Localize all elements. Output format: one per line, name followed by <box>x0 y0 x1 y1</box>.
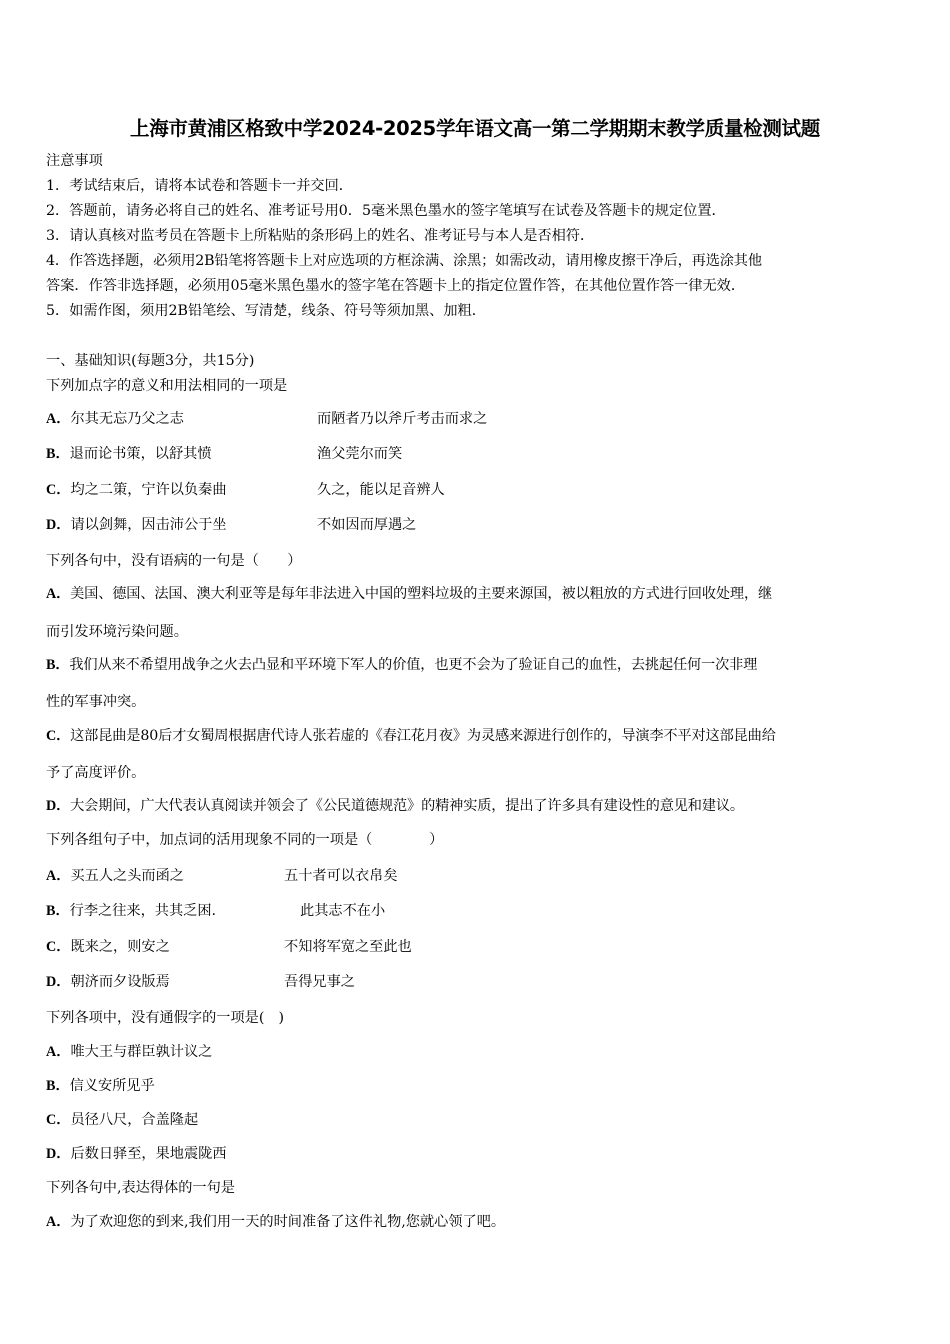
option-text: 唯大王与群臣孰计议之 <box>70 1044 213 1060</box>
option-text: 美国、德国、法国、澳大利亚等是每年非法进入中国的塑料垃圾的主要来源国，被以粗放的方式进行回收处理，继 <box>70 586 773 602</box>
notice-item: 答案．作答非选择题，必须用05毫米黑色墨水的签字笔在答题卡上的指定位置作答，在其他位置作答一律无效． <box>46 278 746 294</box>
notice-item: 2．答题前，请务必将自己的姓名、准考证号用0．5毫米黑色墨水的签字笔填写在试卷及答题卡的规定位置． <box>46 203 726 219</box>
option-row <box>46 727 776 745</box>
option-right: 而陋者乃以斧斤考击而求之 <box>317 411 488 427</box>
option-text: 后数日驿至，果地震陇西 <box>70 1146 227 1162</box>
question-stem: 下列各项中，没有通假字的一项是( ) <box>46 1010 285 1026</box>
option-row <box>46 481 227 499</box>
option-label: D． <box>46 974 71 990</box>
option-row <box>46 867 184 885</box>
notice-item: 1．考试结束后，请将本试卷和答题卡一并交回． <box>46 178 353 194</box>
option-right: 吾得兄事之 <box>284 974 355 990</box>
option-label: B． <box>46 903 70 919</box>
option-label: D． <box>46 1146 71 1162</box>
option-label: B． <box>46 446 70 462</box>
option-label: D． <box>46 517 71 533</box>
section-heading: 一、基础知识(每题3分，共15分) <box>46 353 255 369</box>
option-row <box>46 445 212 463</box>
option-row <box>46 1213 505 1231</box>
option-text: 大会期间，广大代表认真阅读并领会了《公民道德规范》的精神实质，提出了许多具有建设性的意见和建议。 <box>70 798 744 814</box>
option-left: 行李之往来，共其乏困. <box>69 903 217 919</box>
question-stem: 下列各句中,表达得体的一句是 <box>46 1180 235 1196</box>
option-right: 渔父莞尔而笑 <box>317 446 403 462</box>
option-label: A． <box>46 1044 71 1060</box>
option-left: 朝济而夕设版焉 <box>70 974 170 990</box>
page-title: 上海市黄浦区格致中学2024-2025学年语文高一第二学期期末教学质量检测试题 <box>130 117 820 140</box>
notice-item: 5．如需作图，须用2B铅笔绘、写清楚，线条、符号等须加黑、加粗． <box>46 303 486 319</box>
question-stem: 下列各组句子中，加点词的活用现象不同的一项是（ ） <box>46 832 444 848</box>
option-left: 均之二策，宁许以负秦曲 <box>70 482 227 498</box>
option-label: C． <box>46 1112 71 1128</box>
notice-heading: 注意事项 <box>46 153 103 169</box>
option-row <box>46 1043 212 1061</box>
option-left: 请以剑舞，因击沛公于坐 <box>70 517 227 533</box>
option-label: C． <box>46 939 71 955</box>
option-row <box>46 656 757 674</box>
option-text: 员径八尺，合盖隆起 <box>70 1112 199 1128</box>
option-right: 此其志不在小 <box>300 903 386 919</box>
option-label: A． <box>46 586 71 602</box>
option-left: 退而论书策，以舒其愤 <box>69 446 212 462</box>
option-label: A． <box>46 868 71 884</box>
option-label: B． <box>46 1078 70 1094</box>
option-right: 五十者可以衣帛矣 <box>284 868 398 884</box>
option-label: C． <box>46 728 71 744</box>
notice-item: 4．作答选择题，必须用2B铅笔将答题卡上对应选项的方框涂满、涂黑；如需改动，请用橡皮擦干净后，再选涂其他 <box>46 253 762 269</box>
option-text: 为了欢迎您的到来,我们用一天的时间准备了这件礼物,您就心领了吧。 <box>70 1214 506 1230</box>
option-label: C． <box>46 482 71 498</box>
option-right: 不知将军宽之至此也 <box>284 939 412 955</box>
question-stem: 下列各句中，没有语病的一句是（ ） <box>46 553 302 569</box>
option-row <box>46 902 216 920</box>
option-label: A． <box>46 1214 71 1230</box>
option-row <box>46 973 170 991</box>
option-text: 信义安所见乎 <box>69 1078 155 1094</box>
option-left: 尔其无忘乃父之志 <box>70 411 184 427</box>
option-row <box>46 1145 227 1163</box>
option-continuation: 予了高度评价。 <box>46 765 146 781</box>
option-row <box>46 516 227 534</box>
option-row <box>46 585 772 603</box>
option-continuation: 而引发环境污染问题。 <box>46 624 188 640</box>
option-label: A． <box>46 411 71 427</box>
question-stem: 下列加点字的意义和用法相同的一项是 <box>46 378 288 394</box>
option-label: D． <box>46 798 71 814</box>
option-text: 我们从来不希望用战争之火去凸显和平环境下军人的价值，也更不会为了验证自己的血性，去挑起任何一次非理 <box>69 657 758 673</box>
option-row <box>46 410 184 428</box>
option-row <box>46 797 744 815</box>
option-row <box>46 1111 198 1129</box>
option-row <box>46 938 170 956</box>
option-right: 不如因而厚遇之 <box>317 517 417 533</box>
notice-item: 3．请认真核对监考员在答题卡上所粘贴的条形码上的姓名、准考证号与本人是否相符． <box>46 228 595 244</box>
option-continuation: 性的军事冲突。 <box>46 694 146 710</box>
option-left: 既来之，则安之 <box>70 939 170 955</box>
option-row <box>46 1077 155 1095</box>
option-right: 久之，能以足音辨人 <box>317 482 445 498</box>
option-label: B． <box>46 657 70 673</box>
option-text: 这部昆曲是80后才女蜀周根据唐代诗人张若虚的《春江花月夜》为灵感来源进行创作的，导演李不平对这部昆曲给 <box>70 728 776 744</box>
option-left: 买五人之头而函之 <box>70 868 184 884</box>
